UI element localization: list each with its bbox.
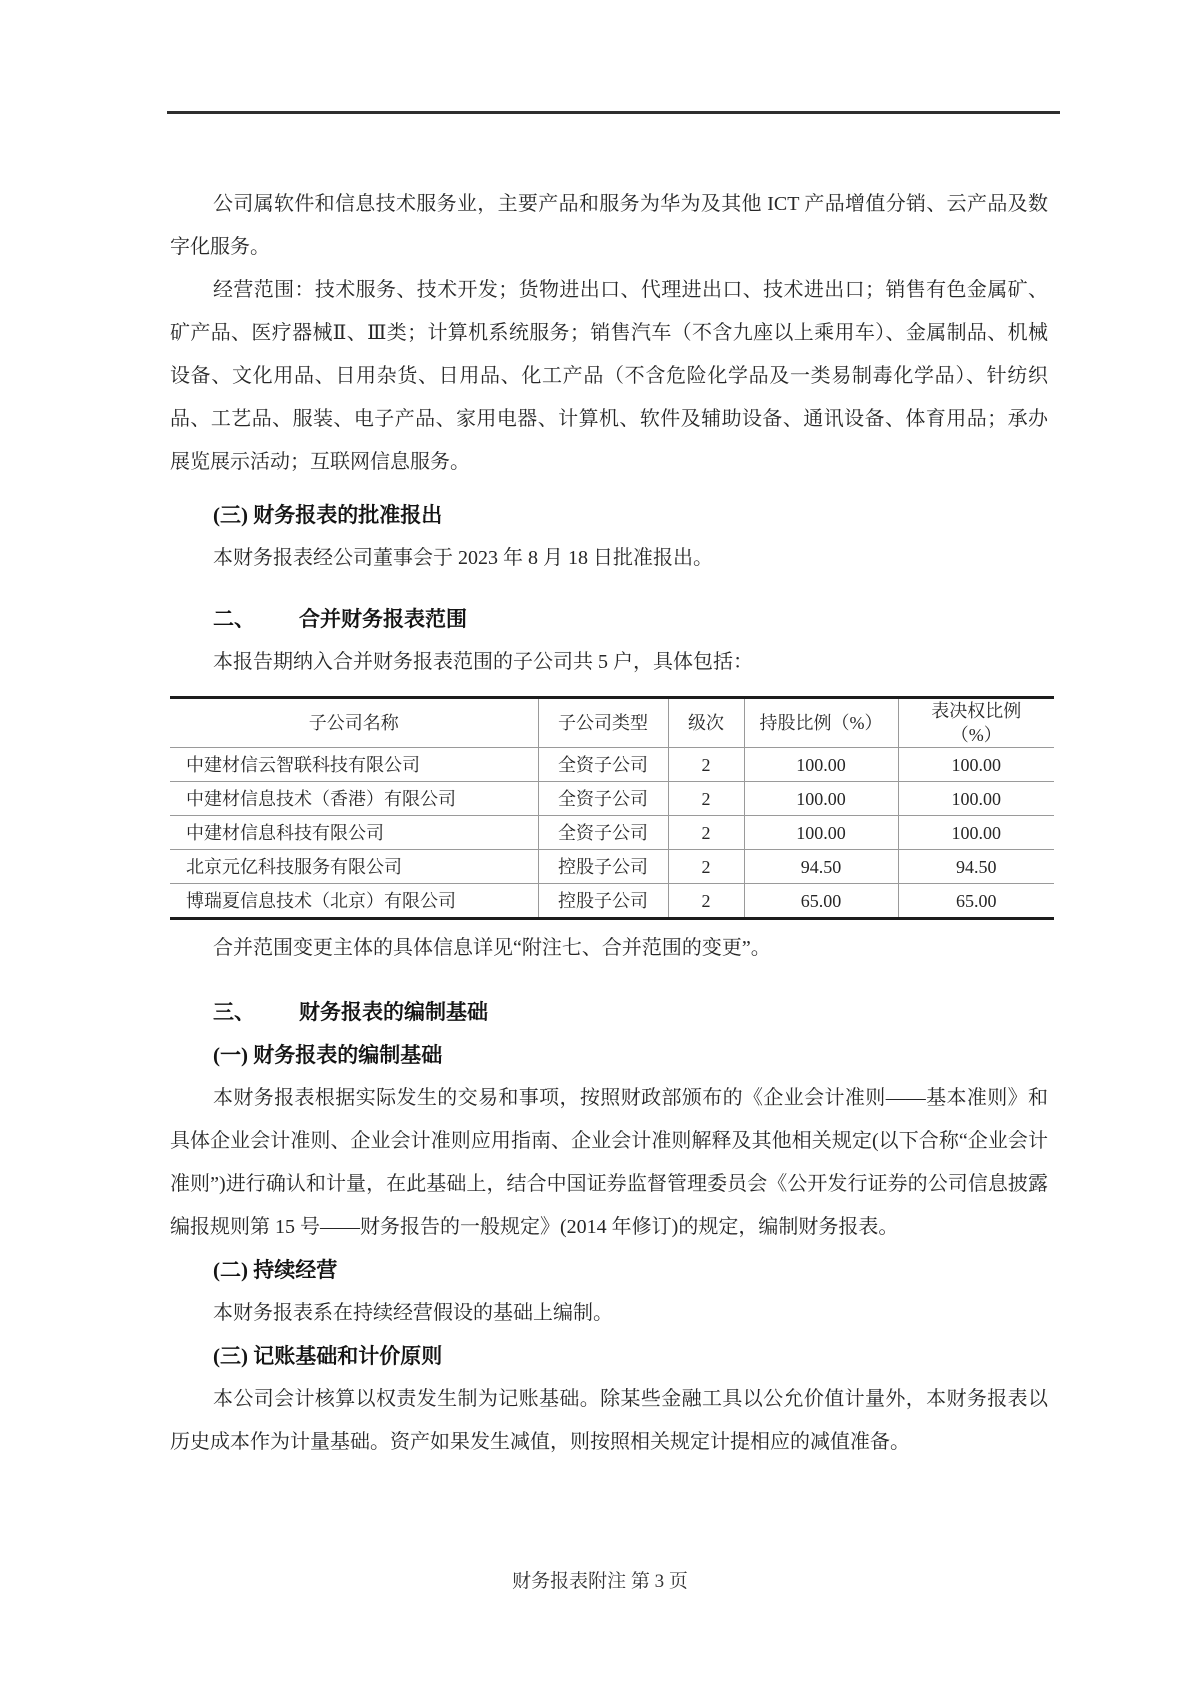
cell-subsidiary-type: 全资子公司: [538, 782, 668, 816]
heading-number: 三、: [213, 1000, 255, 1024]
cell-level: 2: [668, 884, 744, 919]
paragraph-preparation-basis: 本财务报表根据实际发生的交易和事项，按照财政部颁布的《企业会计准则——基本准则》和具体企业会计准则、企业会计准则应用指南、企业会计准则解释及其他相关规定(以下合称“企业会计准则”)进行确认和计量，在此基础上，结合中国证券监督管理委员会《公开发行证券的公司信息披露编报规则第 15 号——财务报告的一般规定》(2014 年修订)的规定，编制财务报表。: [170, 1087, 1048, 1238]
paragraph-scope-change-note: 合并范围变更主体的具体信息详见“附注七、合并范围的变更”。: [213, 937, 771, 959]
cell-holding-ratio: 94.50: [744, 850, 898, 884]
cell-voting-ratio: 100.00: [898, 816, 1054, 850]
cell-level: 2: [668, 748, 744, 782]
heading-number: 二、: [213, 607, 255, 631]
cell-subsidiary-type: 控股子公司: [538, 884, 668, 919]
table-row: [170, 782, 1054, 816]
col-header-subsidiary-type: 子公司类型: [538, 698, 668, 748]
subsidiaries-table: [170, 696, 1054, 920]
cell-holding-ratio: 65.00: [744, 884, 898, 919]
cell-subsidiary-name: 中建材信云智联科技有限公司: [170, 748, 538, 782]
table-row: [170, 748, 1054, 782]
col-header-holding-ratio: 持股比例（%）: [744, 698, 898, 748]
paragraph-industry: 公司属软件和信息技术服务业，主要产品和服务为华为及其他 ICT 产品增值分销、云产品及数字化服务。: [170, 193, 1048, 258]
cell-subsidiary-name: 中建材信息科技有限公司: [170, 816, 538, 850]
page-content: [170, 0, 1048, 1464]
table-row: [170, 884, 1054, 919]
table-row: [170, 816, 1054, 850]
cell-subsidiary-name: 中建材信息技术（香港）有限公司: [170, 782, 538, 816]
col-header-voting-ratio: 表决权比例 （%）: [898, 698, 1054, 748]
paragraph-accounting-basis: 本公司会计核算以权责发生制为记账基础。除某些金融工具以公允价值计量外，本财务报表以历史成本作为计量基础。资产如果发生减值，则按照相关规定计提相应的减值准备。: [170, 1388, 1048, 1453]
cell-voting-ratio: 65.00: [898, 884, 1054, 919]
heading-preparation-basis: [170, 991, 1048, 1034]
heading-title: 合并财务报表范围: [299, 607, 467, 631]
cell-level: 2: [668, 816, 744, 850]
page-footer: 财务报表附注 第 3 页: [512, 1571, 688, 1592]
cell-subsidiary-name: 北京元亿科技服务有限公司: [170, 850, 538, 884]
table-header-row: [170, 698, 1054, 748]
cell-voting-ratio: 100.00: [898, 748, 1054, 782]
heading-accounting-basis: (三) 记账基础和计价原则: [213, 1344, 443, 1368]
cell-subsidiary-type: 控股子公司: [538, 850, 668, 884]
paragraph-approval: 本财务报表经公司董事会于 2023 年 8 月 18 日批准报出。: [213, 547, 713, 569]
cell-level: 2: [668, 850, 744, 884]
heading-consolidation-scope: [170, 598, 1048, 641]
cell-holding-ratio: 100.00: [744, 816, 898, 850]
cell-voting-ratio: 94.50: [898, 850, 1054, 884]
paragraph-operating-scope: 经营范围：技术服务、技术开发；货物进出口、代理进出口、技术进出口；销售有色金属矿、矿产品、医疗器械Ⅱ、Ⅲ类；计算机系统服务；销售汽车（不含九座以上乘用车）、金属制品、机械设备、文化用品、日用杂货、日用品、化工产品（不含危险化学品及一类易制毒化学品）、针纺织品、工艺品、服装、电子产品、家用电器、计算机、软件及辅助设备、通讯设备、体育用品；承办展览展示活动；互联网信息服务。: [170, 279, 1048, 473]
col-header-subsidiary-name: 子公司名称: [170, 698, 538, 748]
paragraph-going-concern: 本财务报表系在持续经营假设的基础上编制。: [213, 1302, 613, 1324]
cell-subsidiary-name: 博瑞夏信息技术（北京）有限公司: [186, 890, 456, 911]
heading-preparation-basis-sub: (一) 财务报表的编制基础: [213, 1043, 443, 1067]
heading-going-concern: (二) 持续经营: [213, 1258, 338, 1282]
cell-subsidiary-type: 全资子公司: [538, 816, 668, 850]
paragraph-subsidiaries-intro: 本报告期纳入合并财务报表范围的子公司共 5 户，具体包括：: [213, 651, 753, 673]
cell-holding-ratio: 100.00: [744, 782, 898, 816]
cell-level: 2: [668, 782, 744, 816]
heading-title: 财务报表的编制基础: [299, 1000, 488, 1024]
table-row: [170, 850, 1054, 884]
cell-voting-ratio: 100.00: [898, 782, 1054, 816]
cell-subsidiary-type: 全资子公司: [538, 748, 668, 782]
col-header-level: 级次: [668, 698, 744, 748]
heading-approval: (三) 财务报表的批准报出: [213, 503, 443, 527]
cell-holding-ratio: 100.00: [744, 748, 898, 782]
